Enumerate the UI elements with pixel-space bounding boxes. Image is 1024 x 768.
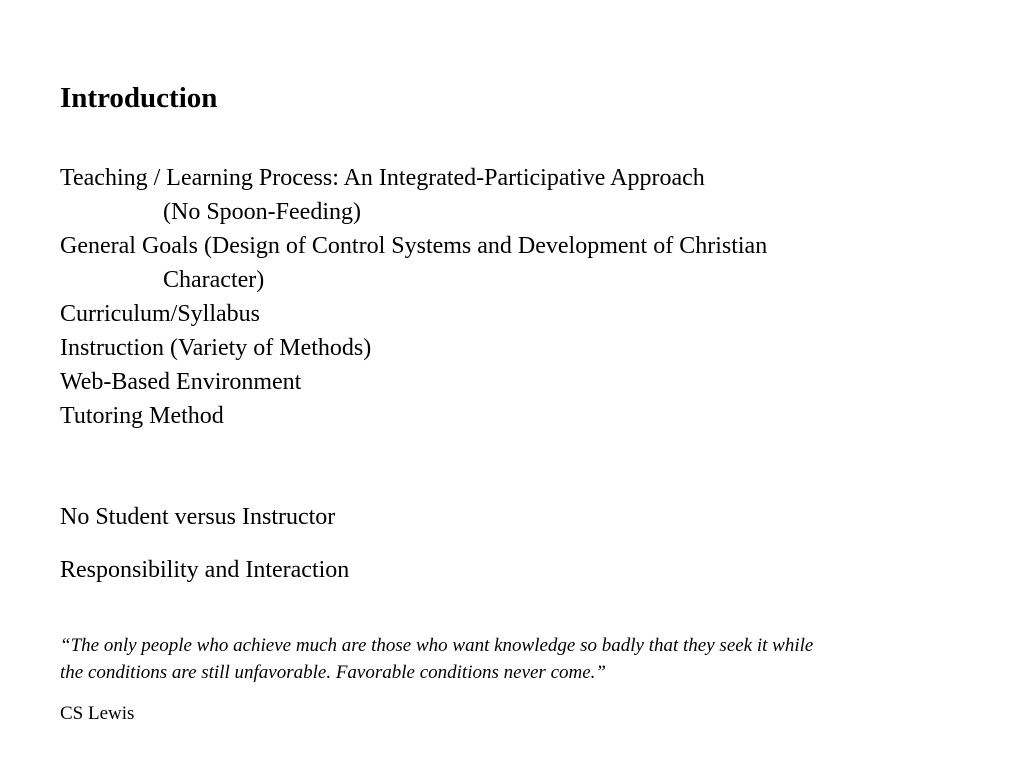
quote-line: “The only people who achieve much are those who want knowledge so badly that they seek it while bbox=[60, 635, 814, 656]
quote bbox=[60, 632, 980, 686]
topic-curriculum-syllabus: Curriculum/Syllabus bbox=[60, 301, 260, 327]
topic-teaching-learning-process: Teaching / Learning Process: An Integrated-Participative Approach bbox=[60, 165, 705, 191]
topic-general-goals: General Goals (Design of Control Systems and Development of Christian bbox=[60, 233, 768, 259]
topic-tutoring-method: Tutoring Method bbox=[60, 403, 224, 429]
topic-teaching-learning-process-continuation: (No Spoon-Feeding) bbox=[163, 199, 361, 225]
topic-list bbox=[60, 161, 960, 433]
topic-instruction: Instruction (Variety of Methods) bbox=[60, 335, 372, 361]
slide-title: Introduction bbox=[60, 82, 218, 114]
quote-line: the conditions are still unfavorable. Favorable conditions never come.” bbox=[60, 662, 606, 683]
quote-author: CS Lewis bbox=[60, 703, 135, 724]
statement-responsibility-and-interaction: Responsibility and Interaction bbox=[60, 557, 350, 583]
topic-web-based-environment: Web-Based Environment bbox=[60, 369, 302, 395]
statement-no-student-versus-instructor: No Student versus Instructor bbox=[60, 504, 336, 530]
topic-general-goals-continuation: Character) bbox=[163, 267, 265, 293]
